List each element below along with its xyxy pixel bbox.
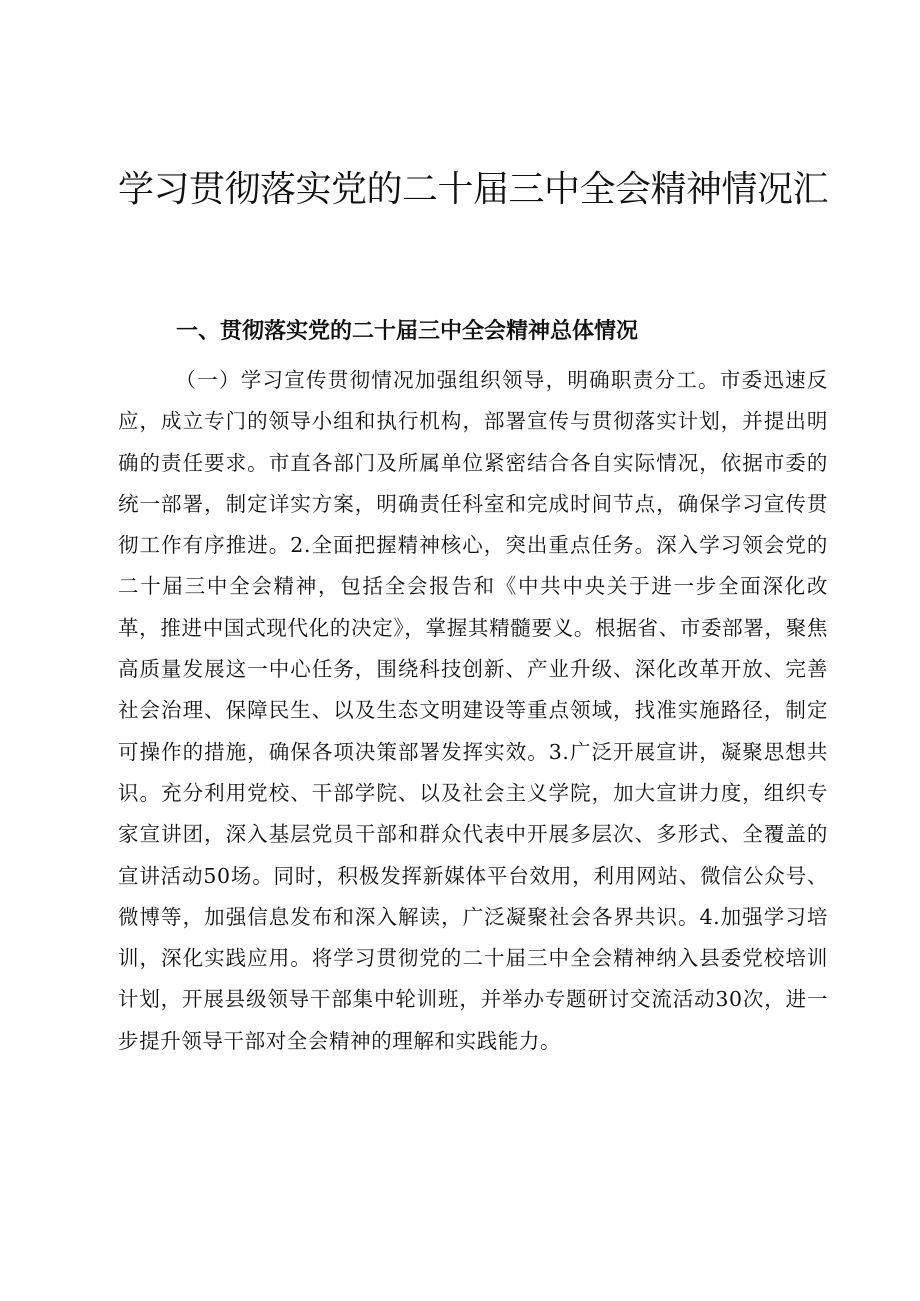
section-heading: 一、贯彻落实党的二十届三中全会精神总体情况 [176, 319, 639, 344]
document-title: 学习贯彻落实党的二十届三中全会精神情况汇 [118, 169, 829, 210]
body-paragraph: （一）学习宣传贯彻情况加强组织领导，明确职责分工。市委迅速反应，成立专门的领导小组和执行机构，部署宣传与贯彻落实计划，并提出明确的责任要求。市直各部门及所属单位紧密结合各自实际情况，依据市委的统一部署，制定详实方案，明确责任科室和完成时间节点，确保学习宣传贯彻工作有序推进。2.全面把握精神核心，突出重点任务。深入学习领会党的二十届三中全会精神，包括全会报告和《中共中央关于进一步全面深化改革，推进中国式现代化的决定》，掌握其精髓要义。根据省、市委部署，聚焦高质量发展这一中心任务，围绕科技创新、产业升级、深化改革开放、完善社会治理、保障民生、以及生态文明建设等重点领域，找准实施路径，制定可操作的措施，确保各项决策部署发挥实效。3.广泛开展宣讲，凝聚思想共识。充分利用党校、干部学院、以及社会主义学院，加大宣讲力度，组织专家宣讲团，深入基层党员干部和群众代表中开展多层次、多形式、全覆盖的宣讲活动50场。同时，积极发挥新媒体平台效用，利用网站、微信公众号、微博等，加强信息发布和深入解读，广泛凝聚社会各界共识。4.加强学习培训，深化实践应用。将学习贯彻党的二十届三中全会精神纳入县委党校培训计划，开展县级领导干部集中轮训班，并举办专题研讨交流活动30次，进一步提升领导干部对全会精神的理解和实践能力。 [118, 368, 828, 1053]
